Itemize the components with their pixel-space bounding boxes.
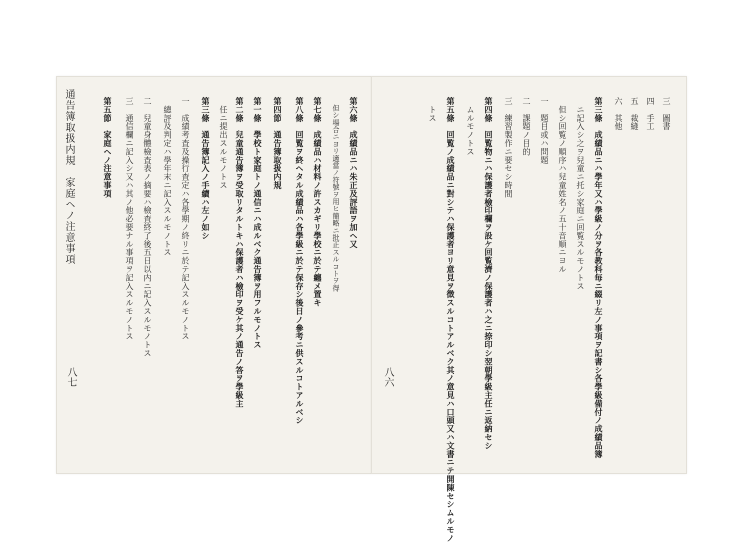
text-line: 三 通信欄ニ記入シ又ハ其ノ他必要ナル事項ヲ記入スルモノトス (125, 97, 134, 341)
text-line: 第五條 回覧ノ成績品ニ對シテハ保護者ヨリ意見ヲ徴スルコトアルベク其ノ意見ハ口頭又ハ文書ニテ開陳セシムルモノ (446, 97, 456, 542)
text-line: 但シ回覧ノ順序ハ兒童姓名ノ五十音順ニヨル (558, 97, 567, 274)
text-line: 第三條 通告簿記入ノ手續ハ左ノ如シ (201, 97, 211, 240)
text-line: 第六條 成績品ニハ朱正及評語ヲ加ヘ又 (349, 97, 359, 249)
text-line: 任ニ提出スルモノトス (219, 97, 228, 190)
section-heading: 第五節 家庭ヘノ注意事項 (103, 97, 113, 198)
text-line: 二 兒童身體檢査表ノ摘要ハ檢査終了後五日以内ニ記入スルモノトス (143, 97, 152, 358)
list-item: 三 練習製作ニ要セシ時間 (504, 97, 513, 198)
list-item: 五 裁縫 (630, 97, 639, 131)
text-line: 第三條 成績品ニハ學年又ハ學級ノ分ヲ各教科毎ニ綴リ左ノ事項ヲ記書シ各學級備付ノ成績品簿 (594, 97, 604, 459)
list-item: 二 課題ノ目的 (522, 97, 531, 156)
list-item: 一 題目或ハ問題 (540, 97, 549, 165)
list-item: 四 手工 (646, 97, 655, 131)
text-line: 但シ場合ニヨリ適當ノ符號ヲ用ヒ簡略ニ批正スルコトヲ得 (332, 97, 340, 292)
page-number: 八六 (382, 367, 393, 387)
text-line: 第二條 兒童通告簿ヲ受取リタルトキハ保護者ハ檢印ヲ受ケ其ノ通告ノ答ヲ學級主 (235, 97, 245, 408)
running-head: 通告簿取扱内規 家庭ヘノ注意事項 (63, 89, 74, 265)
list-item: 三 圖書 (662, 97, 671, 131)
right-page (371, 76, 687, 542)
list-item: 六 其他 (614, 97, 623, 131)
text-line: ニ記入シ之ヲ兒童ニ托シ家庭ニ回覧スルモノトス (576, 97, 585, 291)
left-page (56, 76, 372, 474)
text-line: 第一條 學校ト家庭トノ通信ニハ成ルベク通告簿ヲ用フルモノトス (253, 97, 263, 349)
text-line: 第八條 回覧ヲ終ヘタル成績品ハ各學級ニ於テ保存シ後日ノ參考ニ供スルコトアルベシ (295, 97, 305, 425)
text-line: 一 成績考査及操行査定ハ各學期ノ終リニ於テ記入スルモノトス (181, 97, 190, 341)
page-number: 八七 (65, 367, 76, 387)
section-heading: 第四節 通告簿取扱内規 (273, 97, 283, 190)
text-line: ムルモノトス (466, 97, 475, 156)
text-line: トス (428, 97, 437, 123)
text-line: 第四條 回覧物ニハ保護者檢印欄ヲ設ケ回覧濟ノ保護者ハ之ニ捺印シ翌朝學級主任ニ返納セシ (484, 97, 494, 450)
text-line: 第七條 成績品ハ材料ノ許スカギリ學校ニ於テ纏メ置キ (313, 97, 323, 307)
text-line: 總評及判定ハ學年末ニ記入スルモノトス (163, 97, 172, 257)
